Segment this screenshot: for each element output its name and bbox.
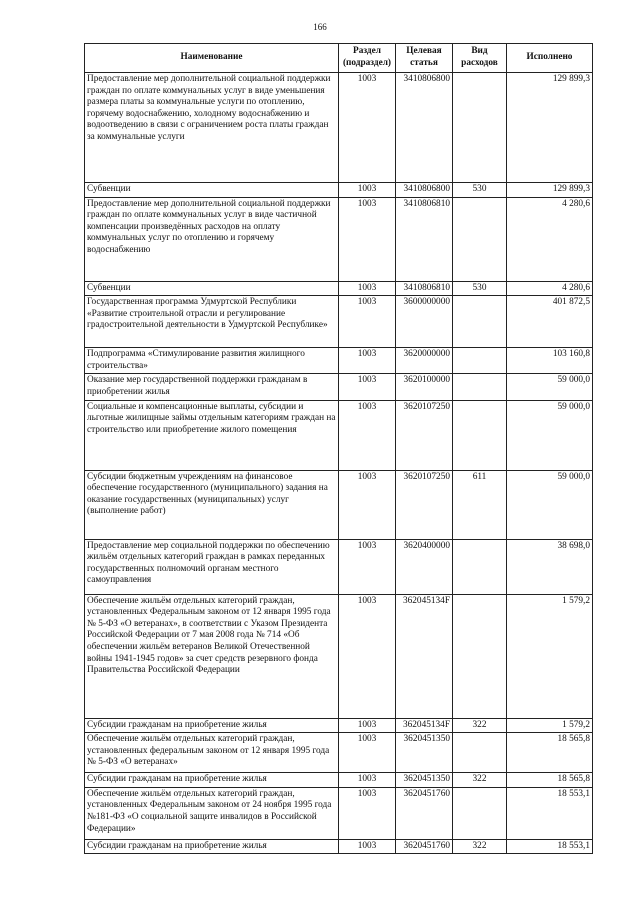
cell-expense-type <box>453 296 507 348</box>
cell-section: 1003 <box>339 470 396 539</box>
table-row <box>85 281 593 296</box>
cell-expense-type <box>453 348 507 374</box>
cell-expense-type: 322 <box>453 773 507 788</box>
cell-section: 1003 <box>339 374 396 400</box>
cell-target: 3620107250 <box>396 400 453 470</box>
cell-executed: 129 899,3 <box>507 183 593 198</box>
table-row <box>85 733 593 773</box>
cell-name: Обеспечение жильём отдельных категорий граждан, установленных федеральным законом от 12 января 1995 года № 5-ФЗ «О ветеранах» <box>85 733 339 773</box>
cell-expense-type <box>453 374 507 400</box>
cell-executed: 38 698,0 <box>507 539 593 594</box>
cell-section: 1003 <box>339 400 396 470</box>
cell-executed: 4 280,6 <box>507 197 593 281</box>
cell-executed: 103 160,8 <box>507 348 593 374</box>
cell-section: 1003 <box>339 594 396 718</box>
cell-target: 3620400000 <box>396 539 453 594</box>
header-target: Целевая статья <box>396 44 453 73</box>
cell-executed: 18 565,8 <box>507 733 593 773</box>
table-row <box>85 718 593 733</box>
cell-section: 1003 <box>339 296 396 348</box>
cell-name: Предоставление мер социальной поддержки по обеспечению жильём отдельных категорий граждан в рамках переданных государственных полномочий органам местного самоуправления <box>85 539 339 594</box>
cell-expense-type: 530 <box>453 281 507 296</box>
cell-target: 3620451760 <box>396 839 453 854</box>
cell-expense-type <box>453 197 507 281</box>
cell-name: Обеспечение жильём отдельных категорий граждан, установленных Федеральным законом от 24 ноября 1995 года №181-ФЗ «О социальной защите инвалидов в Российской Федерации» <box>85 787 339 839</box>
cell-section: 1003 <box>339 839 396 854</box>
cell-name: Субсидии гражданам на приобретение жилья <box>85 718 339 733</box>
table-row <box>85 296 593 348</box>
cell-target: 3620451350 <box>396 733 453 773</box>
cell-target: 3620100000 <box>396 374 453 400</box>
header-section: Раздел (подраздел) <box>339 44 396 73</box>
cell-name: Обеспечение жильём отдельных категорий граждан, установленных Федеральным законом от 12 января 1995 года № 5-ФЗ «О ветеранах», в соответствии с Указом Президента Российской Федерации от 7 мая 2008 года № 714 «Об обеспечении жильём ветеранов Великой Отечественной войны 1941-1945 годов» за счет средств резервного фонда Правительства Российской Федерации <box>85 594 339 718</box>
cell-expense-type <box>453 539 507 594</box>
cell-section: 1003 <box>339 348 396 374</box>
cell-expense-type <box>453 73 507 183</box>
cell-target: 3410806800 <box>396 73 453 183</box>
cell-target: 3620000000 <box>396 348 453 374</box>
table-row <box>85 400 593 470</box>
table-row <box>85 839 593 854</box>
page-number: 166 <box>313 22 327 32</box>
cell-executed: 59 000,0 <box>507 470 593 539</box>
header-row <box>85 44 593 73</box>
cell-expense-type <box>453 400 507 470</box>
cell-name: Субвенции <box>85 281 339 296</box>
cell-section: 1003 <box>339 183 396 198</box>
cell-expense-type: 611 <box>453 470 507 539</box>
table-row <box>85 594 593 718</box>
cell-name: Предоставление мер дополнительной социальной поддержки граждан по оплате коммунальных услуг в виде частичной компенсации произведённых расходов на оплату коммунальных услуг по отоплению и горячему водоснабжению <box>85 197 339 281</box>
cell-executed: 18 553,1 <box>507 787 593 839</box>
table-row <box>85 539 593 594</box>
cell-expense-type: 322 <box>453 839 507 854</box>
cell-executed: 1 579,2 <box>507 718 593 733</box>
cell-name: Подпрограмма «Стимулирование развития жилищного строительства» <box>85 348 339 374</box>
cell-section: 1003 <box>339 718 396 733</box>
cell-target: 3620451760 <box>396 787 453 839</box>
cell-expense-type <box>453 733 507 773</box>
cell-section: 1003 <box>339 787 396 839</box>
cell-expense-type: 322 <box>453 718 507 733</box>
table-row <box>85 183 593 198</box>
cell-target: 3600000000 <box>396 296 453 348</box>
cell-name: Предоставление мер дополнительной социальной поддержки граждан по оплате коммунальных услуг в виде уменьшения размера платы за коммунальные услуги по отоплению, горячему водоснабжению, холодному водоснабжению и водоотведению в связи с ограничением роста платы граждан за коммунальные услуги <box>85 73 339 183</box>
cell-name: Государственная программа Удмуртской Республики «Развитие строительной отрасли и регулирование градостроительной деятельности в Удмуртской Республике» <box>85 296 339 348</box>
header-executed: Исполнено <box>507 44 593 73</box>
cell-target: 362045134F <box>396 594 453 718</box>
cell-executed: 59 000,0 <box>507 400 593 470</box>
table-row <box>85 374 593 400</box>
budget-table <box>84 43 593 854</box>
header-expense-type: Вид расходов <box>453 44 507 73</box>
table-row <box>85 773 593 788</box>
cell-target: 3410806810 <box>396 281 453 296</box>
cell-target: 3620451350 <box>396 773 453 788</box>
cell-executed: 18 565,8 <box>507 773 593 788</box>
cell-executed: 18 553,1 <box>507 839 593 854</box>
cell-executed: 401 872,5 <box>507 296 593 348</box>
cell-executed: 4 280,6 <box>507 281 593 296</box>
table-body <box>85 73 593 854</box>
cell-name: Субвенции <box>85 183 339 198</box>
cell-section: 1003 <box>339 773 396 788</box>
cell-section: 1003 <box>339 281 396 296</box>
cell-executed: 129 899,3 <box>507 73 593 183</box>
cell-expense-type: 530 <box>453 183 507 198</box>
cell-target: 362045134F <box>396 718 453 733</box>
cell-name: Субсидии гражданам на приобретение жилья <box>85 839 339 854</box>
cell-executed: 1 579,2 <box>507 594 593 718</box>
cell-target: 3410806810 <box>396 197 453 281</box>
cell-target: 3620107250 <box>396 470 453 539</box>
cell-expense-type <box>453 594 507 718</box>
cell-name: Социальные и компенсационные выплаты, субсидии и льготные жилищные займы отдельным категориям граждан на строительство или приобретение жилого помещения <box>85 400 339 470</box>
cell-name: Субсидии гражданам на приобретение жилья <box>85 773 339 788</box>
cell-executed: 59 000,0 <box>507 374 593 400</box>
table-header <box>85 44 593 73</box>
cell-section: 1003 <box>339 73 396 183</box>
cell-name: Субсидии бюджетным учреждениям на финансовое обеспечение государственного (муниципального) задания на оказание государственных (муниципальных) услуг (выполнение работ) <box>85 470 339 539</box>
cell-name: Оказание мер государственной поддержки гражданам в приобретении жилья <box>85 374 339 400</box>
header-name: Наименование <box>85 44 339 73</box>
cell-section: 1003 <box>339 539 396 594</box>
table-row <box>85 470 593 539</box>
cell-section: 1003 <box>339 197 396 281</box>
cell-expense-type <box>453 787 507 839</box>
table-row <box>85 348 593 374</box>
table-row <box>85 73 593 183</box>
table-row <box>85 787 593 839</box>
cell-section: 1003 <box>339 733 396 773</box>
cell-target: 3410806800 <box>396 183 453 198</box>
table-row <box>85 197 593 281</box>
